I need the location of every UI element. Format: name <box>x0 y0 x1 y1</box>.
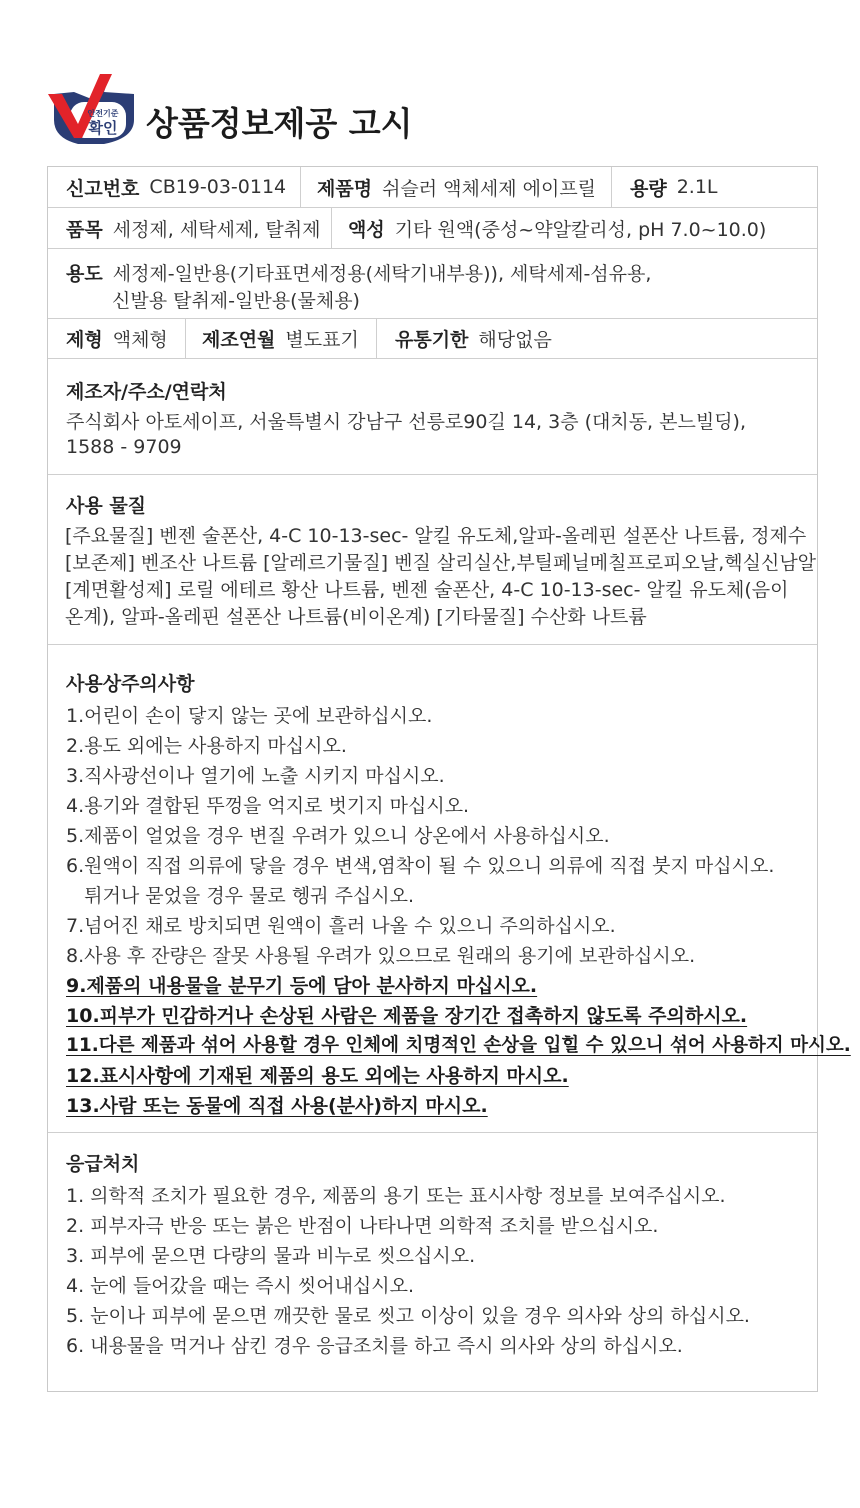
volume-cell <box>611 167 817 207</box>
precaution-item: 6.원액이 직접 의류에 닿을 경우 변색,염착이 될 수 있으니 의류에 직접 붓지 마십시오. <box>66 855 775 877</box>
product-name-cell <box>300 167 612 207</box>
precaution-item: 튀거나 묻었을 경우 물로 헹궈 주십시오. <box>66 885 415 907</box>
info-row-4 <box>48 319 817 359</box>
precaution-item: 2.용도 외에는 사용하지 마십시오. <box>66 735 347 757</box>
first-aid-item: 4. 눈에 들어갔을 때는 즉시 씻어내십시오. <box>66 1275 415 1297</box>
substances-line: [보존제] 벤조산 나트륨 [알레르기물질] 벤질 살리실산,부틸페닐메칠프로피오날,헥실신남알 <box>65 552 817 574</box>
first-aid-section <box>48 1133 817 1391</box>
precaution-warning-item: 9.제품의 내용물을 분무기 등에 담아 분사하지 마십시오. <box>66 975 538 997</box>
precaution-item: 3.직사광선이나 열기에 노출 시키지 마십시오. <box>66 765 445 787</box>
usage-line-1 <box>66 259 651 286</box>
report-no-cell <box>66 167 308 207</box>
first-aid-title: 응급처치 <box>66 1153 140 1175</box>
usage-value-1: 세정제-일반용(기타표면세정용(세탁기내부용)), 세탁세제-섬유용, <box>112 263 652 285</box>
volume-value: 2.1L <box>676 176 718 198</box>
form-cell <box>66 319 186 358</box>
badge-main-text: 확인 <box>88 119 118 137</box>
substances-section <box>48 475 817 645</box>
item-value: 세정제, 세탁세제, 탈취제 <box>112 218 321 241</box>
manufacturer-title: 제조자/주소/연락처 <box>66 381 227 403</box>
mfg-date-cell <box>185 319 377 358</box>
precaution-warning-item: 12.표시사항에 기재된 제품의 용도 외에는 사용하지 마시오. <box>66 1065 569 1087</box>
badge-top-text: 안전기준 <box>87 109 119 118</box>
info-row-2 <box>48 208 817 249</box>
precaution-warning-item: 11.다른 제품과 섞어 사용할 경우 인체에 치명적인 손상을 입힐 수 있으니 섞어 사용하지 마시오. <box>66 1035 851 1056</box>
safety-check-badge-icon <box>48 72 140 152</box>
manufacturer-line-2: 1588 - 9709 <box>66 436 182 458</box>
mfg-date-value: 별도표기 <box>285 329 359 351</box>
expiry-value: 해당없음 <box>478 329 552 351</box>
form-label: 제형 <box>66 329 103 351</box>
precaution-item: 4.용기와 결합된 뚜껑을 억지로 벗기지 마십시오. <box>66 795 470 817</box>
precaution-item: 1.어린이 손이 닿지 않는 곳에 보관하십시오. <box>66 705 433 727</box>
usage-line-2 <box>112 286 360 313</box>
expiry-label: 유통기한 <box>395 329 469 351</box>
report-no-label: 신고번호 <box>66 177 140 200</box>
precaution-warning-item: 10.피부가 민감하거나 손상된 사람은 제품을 장기간 접촉하지 않도록 주의하시오. <box>66 1005 748 1027</box>
item-cell <box>66 208 332 248</box>
first-aid-item: 5. 눈이나 피부에 묻으면 깨끗한 물로 씻고 이상이 있을 경우 의사와 상의 하십시오. <box>66 1305 750 1327</box>
item-label: 품목 <box>66 218 103 241</box>
precaution-warning-item: 13.사람 또는 동물에 직접 사용(분사)하지 마시오. <box>66 1095 488 1117</box>
volume-label: 용량 <box>630 177 667 200</box>
first-aid-item: 6. 내용물을 먹거나 삼킨 경우 응급조치를 하고 즉시 의사와 상의 하십시오. <box>66 1335 683 1357</box>
usage-label: 용도 <box>66 263 103 285</box>
substances-line: [계면활성제] 로릴 에테르 황산 나트륨, 벤젠 술폰산, 4-C 10-13-sec- 알킬 유도체(음이 <box>65 579 789 601</box>
substances-line: [주요물질] 벤젠 술폰산, 4-C 10-13-sec- 알킬 유도체,알파-올레핀 설폰산 나트륨, 정제수 <box>65 525 807 547</box>
product-info-table <box>47 166 851 1392</box>
info-row-usage <box>48 249 817 319</box>
precautions-section <box>48 645 851 1133</box>
first-aid-item: 3. 피부에 묻으면 다량의 물과 비누로 씻으십시오. <box>66 1245 476 1267</box>
manufacturer-section <box>48 359 817 475</box>
mfg-date-label: 제조연월 <box>202 329 276 351</box>
page-title: 상품정보제공 고시 <box>146 104 413 143</box>
precaution-item: 7.넘어진 채로 방치되면 원액이 흘러 나올 수 있으니 주의하십시오. <box>66 915 616 937</box>
liquid-cell <box>331 208 817 248</box>
form-value: 액체형 <box>112 329 168 351</box>
substances-title: 사용 물질 <box>66 495 147 517</box>
substances-line: 온계), 알파-올레핀 설폰산 나트륨(비이온계) [기타물질] 수산화 나트륨 <box>65 606 647 628</box>
first-aid-item: 2. 피부자극 반응 또는 붉은 반점이 나타나면 의학적 조치를 받으십시오. <box>66 1215 659 1237</box>
liquid-label: 액성 <box>348 218 385 241</box>
expiry-cell <box>376 319 817 358</box>
page-header <box>48 72 548 152</box>
precaution-item: 5.제품이 얼었을 경우 변질 우려가 있으니 상온에서 사용하십시오. <box>66 825 610 847</box>
info-row-1 <box>48 167 817 208</box>
precaution-item: 8.사용 후 잔량은 잘못 사용될 우려가 있으므로 원래의 용기에 보관하십시오. <box>66 945 696 967</box>
first-aid-item: 1. 의학적 조치가 필요한 경우, 제품의 용기 또는 표시사항 정보를 보여주십시오. <box>66 1185 726 1207</box>
liquid-value: 기타 원액(중성~약알칼리성, pH 7.0~10.0) <box>394 218 767 241</box>
usage-value-2: 신발용 탈취제-일반용(물체용) <box>112 290 360 312</box>
manufacturer-line-1: 주식회사 아토세이프, 서울특별시 강남구 선릉로90길 14, 3층 (대치동, 본느빌딩), <box>66 411 747 433</box>
product-name-value: 쉬슬러 액체세제 에이프릴 <box>382 177 597 200</box>
product-name-label: 제품명 <box>317 177 373 200</box>
precautions-title: 사용상주의사항 <box>66 673 195 695</box>
report-no-value: CB19-03-0114 <box>149 176 287 198</box>
